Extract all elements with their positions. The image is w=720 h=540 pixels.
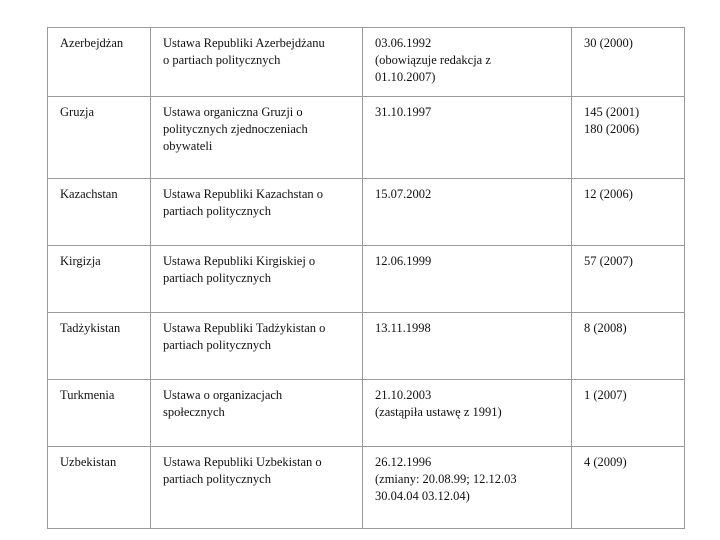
law-cell: Ustawa Republiki Uzbekistan o partiach politycznych (151, 447, 363, 529)
date-cell: 03.06.1992 (obowiązuje redakcja z 01.10.2007) (363, 28, 572, 97)
country-cell: Turkmenia (48, 380, 151, 447)
date-cell: 21.10.2003 (zastąpiła ustawę z 1991) (363, 380, 572, 447)
law-cell: Ustawa Republiki Kazachstan o partiach politycznych (151, 179, 363, 246)
law-cell: Ustawa o organizacjach społecznych (151, 380, 363, 447)
law-cell: Ustawa Republiki Azerbejdżanu o partiach politycznych (151, 28, 363, 97)
country-cell: Uzbekistan (48, 447, 151, 529)
party-count-cell: 8 (2008) (572, 313, 685, 380)
table-row (48, 28, 685, 97)
party-count-cell: 57 (2007) (572, 246, 685, 313)
country-cell: Kirgizja (48, 246, 151, 313)
table-row (48, 380, 685, 447)
table-row (48, 179, 685, 246)
party-count-cell: 12 (2006) (572, 179, 685, 246)
law-cell: Ustawa organiczna Gruzji o politycznych zjednoczeniach obywateli (151, 97, 363, 179)
country-cell: Gruzja (48, 97, 151, 179)
country-cell: Kazachstan (48, 179, 151, 246)
party-count-cell: 145 (2001) 180 (2006) (572, 97, 685, 179)
table-row (48, 447, 685, 529)
date-cell: 15.07.2002 (363, 179, 572, 246)
table-row (48, 313, 685, 380)
law-cell: Ustawa Republiki Kirgiskiej o partiach politycznych (151, 246, 363, 313)
law-cell: Ustawa Republiki Tadżykistan o partiach politycznych (151, 313, 363, 380)
date-cell: 13.11.1998 (363, 313, 572, 380)
date-cell: 26.12.1996 (zmiany: 20.08.99; 12.12.03 30.04.04 03.12.04) (363, 447, 572, 529)
party-count-cell: 4 (2009) (572, 447, 685, 529)
table-row (48, 97, 685, 179)
party-laws-table (47, 27, 685, 529)
table-row (48, 246, 685, 313)
country-cell: Tadżykistan (48, 313, 151, 380)
date-cell: 12.06.1999 (363, 246, 572, 313)
party-count-cell: 1 (2007) (572, 380, 685, 447)
party-count-cell: 30 (2000) (572, 28, 685, 97)
country-cell: Azerbejdżan (48, 28, 151, 97)
date-cell: 31.10.1997 (363, 97, 572, 179)
